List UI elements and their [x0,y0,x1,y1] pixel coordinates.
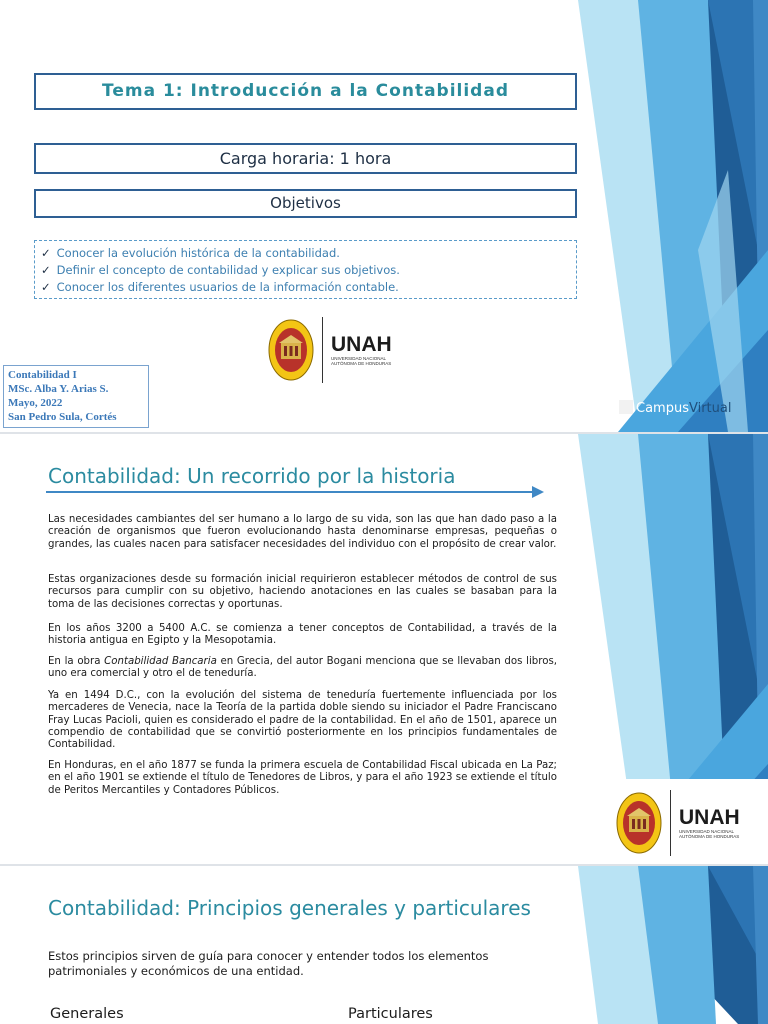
campus-virtual-logo: CampusVirtual [619,400,731,416]
logo-wordmark: UNAH [679,806,740,829]
date: Mayo, 2022 [8,397,63,409]
paragraph: En los años 3200 a 5400 A.C. se comienza a tener conceptos de Contabilidad, a través de la historia antigua en Egipto y la Mesopotamia. [48,623,557,647]
column-heading-generales: Generales [50,1006,124,1022]
decorative-background [578,0,768,432]
paragraph: En la obra Contabilidad Bancaria en Grecia, del autor Bogani menciona que se llevaban dos libros, uno era comercial y otro el de teneduría. [48,656,557,680]
title-underline-arrow [46,486,546,498]
section-title: Contabilidad: Principios generales y particulares [48,896,531,920]
logo-wordmark: UNAH [331,333,392,356]
logo-text: UNAH UNIVERSIDAD NACIONAL AUTÓNOMA DE HONDURAS [331,333,392,366]
logo-divider [670,790,671,856]
objectives-list [34,240,577,299]
slide-history [0,434,768,864]
course-name: Contabilidad I [8,369,77,381]
section-title: Contabilidad: Un recorrido por la historia [48,464,456,488]
lesson-title: Tema 1: Introducción a la Contabilidad [34,73,577,110]
paragraph: Las necesidades cambiantes del ser humano a lo largo de su vida, son las que han dado paso a la creación de organismos que fueron evolucionando hasta denominarse empresas, pequeñas o grandes, las cuales nacen para satisfacer necesidades del individuo con el propósito de crear valor. [48,514,557,550]
unah-logo [268,317,392,383]
location: San Pedro Sula, Cortés [8,411,117,423]
paragraph: Ya en 1494 D.C., con la evolución del sistema de teneduría fuertemente influenciada por los mercaderes de Venecia, nace la Teoría de la partida doble siendo su iniciador el Padre Franciscano Fray Lucas Pacioli, quien es considerado el padre de la contabilidad. En el año de 1501, aparece un compendio de contabilidad que se convirtió posteriormente en los principios fundamentales de Contabilidad. [48,690,557,751]
check-icon: ✓ [41,263,51,277]
author-name: MSc. Alba Y. Arias S. [8,383,109,395]
column-heading-particulares: Particulares [348,1006,433,1022]
list-item: ✓ Conocer la evolución histórica de la contabilidad. [41,246,340,260]
paragraph: Estas organizaciones desde su formación inicial requirieron establecer métodos de control de sus recursos para cumplir con su objetivo, haciendo anotaciones en las cuales se basaban para la toma de las decisiones correctas y oportunas. [48,574,557,610]
check-icon: ✓ [41,280,51,294]
slide-intro [0,0,768,432]
unah-seal-icon [616,792,662,854]
list-item: ✓ Definir el concepto de contabilidad y explicar sus objetivos. [41,263,400,277]
objectives-heading: Objetivos [34,189,577,218]
decorative-background [578,866,768,1024]
author-info [3,365,149,428]
unah-logo [616,790,740,856]
list-item: ✓ Conocer los diferentes usuarios de la información contable. [41,280,399,294]
workload-label: Carga horaria: 1 hora [34,143,577,174]
logo-divider [322,317,323,383]
logo-text: UNAH UNIVERSIDAD NACIONAL AUTÓNOMA DE HONDURAS [679,806,740,839]
unah-seal-icon [268,319,314,381]
paragraph: En Honduras, en el año 1877 se funda la primera escuela de Contabilidad Fiscal ubicada en La Paz; en el año 1901 se extiende el título de Tenedores de Libros, y para el año 1923 se extiende el título de Peritos Mercantiles y Contadores Públicos. [48,760,557,796]
paragraph: Estos principios sirven de guía para conocer y entender todos los elementos patrimoniales y económicos de una entidad. [48,949,489,978]
campus-icon [619,400,633,414]
check-icon: ✓ [41,246,51,260]
slide-principles [0,866,768,1024]
